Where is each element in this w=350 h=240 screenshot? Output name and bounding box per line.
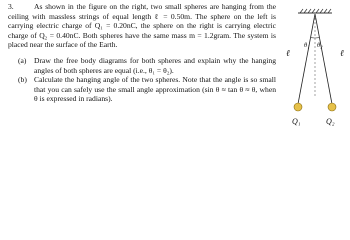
problem-parts: [8, 56, 276, 104]
string-left-label: ℓ: [286, 48, 290, 58]
part-a-label: (a): [18, 55, 27, 65]
sphere-left: [294, 103, 302, 111]
part-a-text: Draw the free body diagrams for both spheres and explain why the hanging angles of both spheres are equal (i.e., θ₁ = θ₂).: [34, 55, 276, 75]
problem-text: [8, 2, 276, 104]
problem-stem: [8, 2, 276, 50]
part-b-text: Calculate the hanging angle of the two spheres. Note that the angle is so small that you can safely use the small angle approximation (sin θ ≈ tan θ ≈ θ, when θ is expressed in radians).: [34, 75, 276, 104]
part-b-label: (b): [18, 75, 27, 85]
left-string: [298, 14, 315, 104]
sphere-right: [328, 103, 336, 111]
angle-right-label: θ₂: [317, 42, 323, 49]
part-a: [18, 56, 276, 75]
hanging-spheres-figure: [280, 0, 350, 140]
string-right-label: ℓ: [340, 48, 344, 58]
sphere-left-label: Q₁: [292, 117, 301, 126]
part-b: [18, 75, 276, 104]
angle-left-label: θ₁: [304, 42, 310, 49]
ceiling: [298, 9, 332, 13]
right-string: [315, 14, 332, 104]
problem-stem-text: As shown in the figure on the right, two small spheres are hanging from the ceiling with massless strings of equal length ℓ = 0.50m. The sphere on the left is carrying electric charge of Q₁ = 0.20nC, the sphere on the right is carrying electric charge of Q₂ = 0.40nC. Both spheres have the same mass m = 1.2gram. The system is placed near the surface of the Earth.: [8, 2, 276, 50]
problem-number: 3.: [8, 2, 14, 11]
sphere-right-label: Q₂: [326, 117, 335, 126]
